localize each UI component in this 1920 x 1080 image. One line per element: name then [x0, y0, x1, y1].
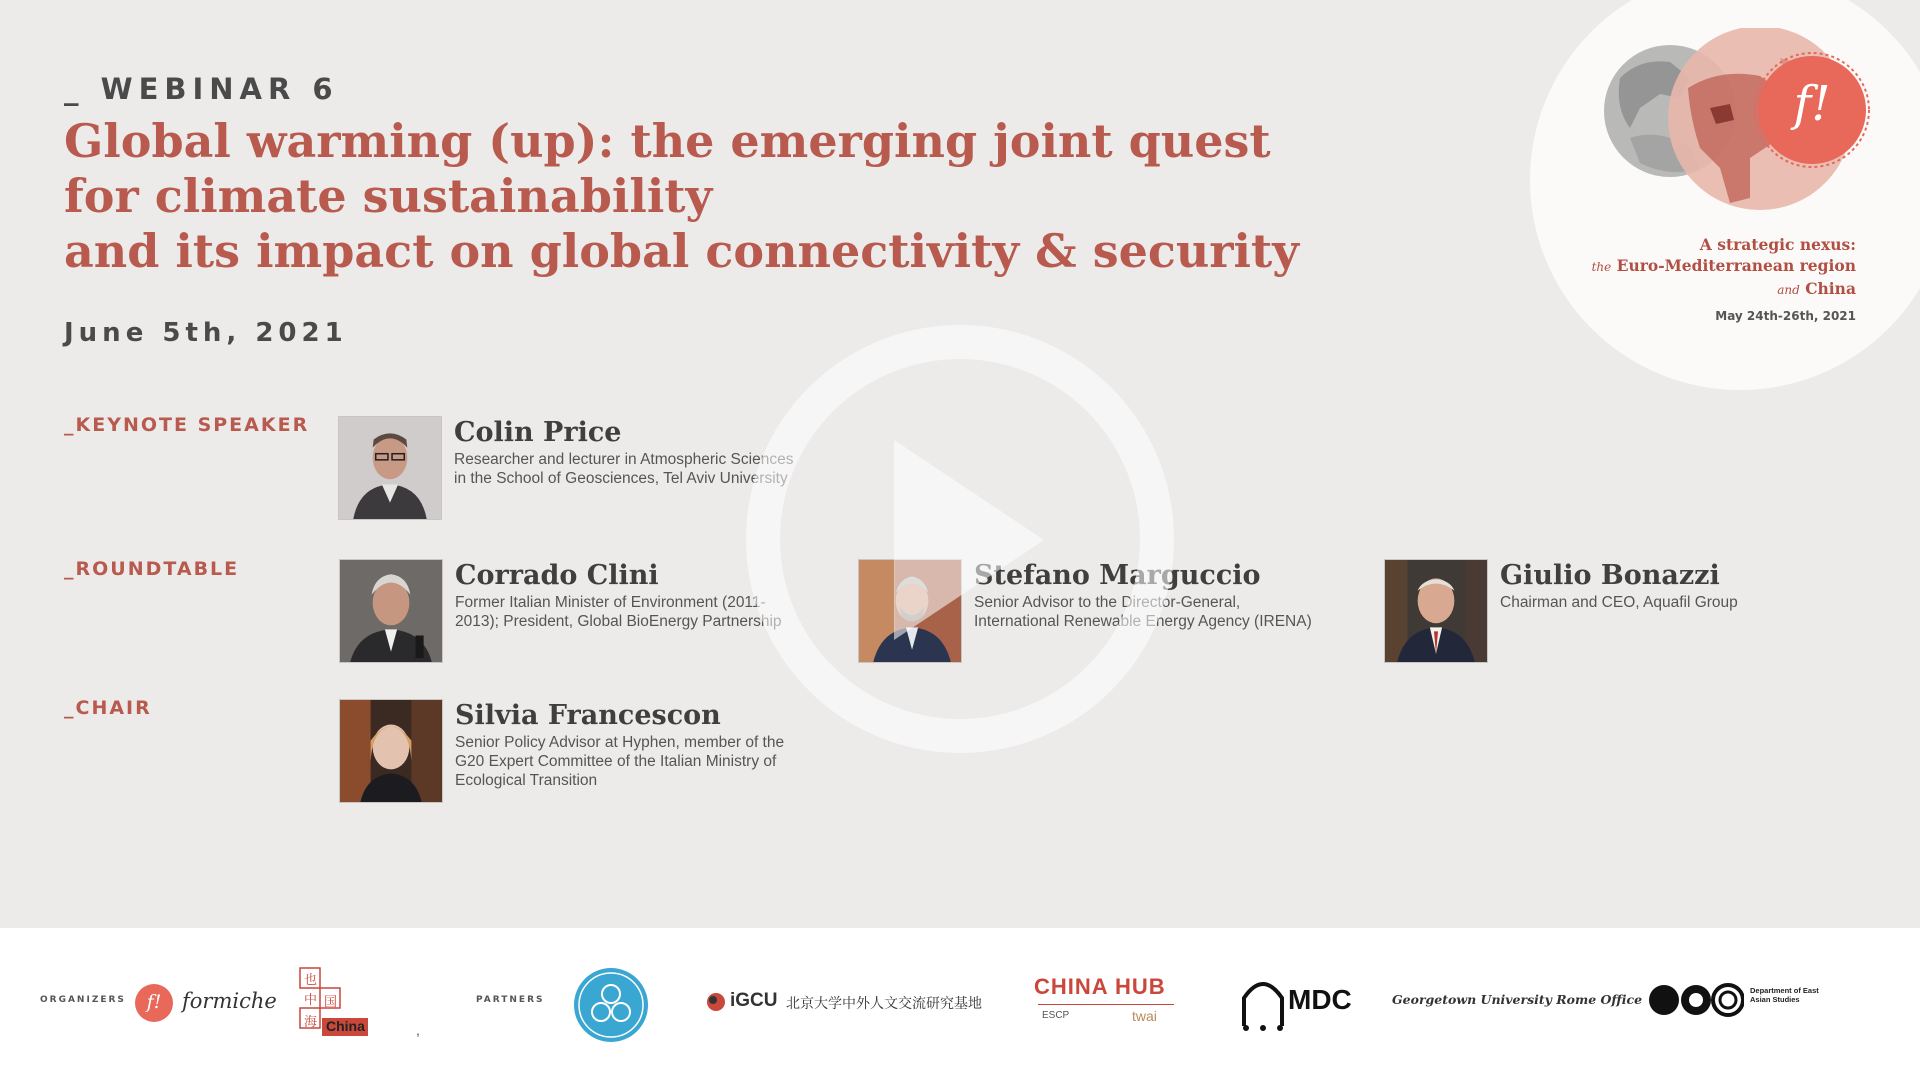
formiche-wordmark: formiche — [182, 989, 277, 1013]
title-line-1: Global warming (up): the emerging joint quest — [64, 114, 1271, 168]
tagline-small-and: and — [1777, 283, 1800, 297]
chinahub-logo — [1034, 974, 1179, 1034]
igcu-text: iGCU — [730, 990, 778, 1011]
speaker-name: Silvia Francescon — [455, 700, 721, 731]
organizers-label: ORGANIZERS — [40, 995, 126, 1005]
china-char-4: 海 — [304, 1014, 318, 1029]
section-chair-label: _CHAIR — [64, 697, 152, 719]
speaker-photo — [339, 559, 443, 663]
webinar-number: _ WEBINAR 6 — [64, 72, 339, 106]
triskele-partner-logo — [572, 966, 650, 1044]
tau-dept-text: Department of East Asian Studies — [1750, 986, 1819, 1004]
speaker-photo — [858, 559, 962, 663]
china-char-2: 中 — [304, 992, 318, 1007]
igcu-logo — [706, 988, 996, 1018]
igcu-chinese-text: 北京大学中外人文交流研究基地 — [786, 995, 982, 1011]
portrait-image — [340, 560, 442, 662]
speaker-role: Former Italian Minister of Environment (2011-2013); President, Global BioEnergy Partnership — [455, 594, 782, 630]
tagline-line-2: Euro-Mediterranean region — [1616, 256, 1856, 275]
event-dates: May 24th-26th, 2021 — [1715, 309, 1856, 323]
partners-label: PARTNERS — [476, 995, 545, 1005]
china-box-text: China — [326, 1018, 365, 1034]
twai-text: twai — [1132, 1008, 1157, 1024]
speaker-name: Giulio Bonazzi — [1500, 560, 1720, 591]
speaker-photo — [339, 699, 443, 803]
tagline-line-1: A strategic nexus: — [1699, 235, 1856, 254]
speaker-role: Researcher and lecturer in Atmospheric Sciences in the School of Geosciences, Tel Aviv University — [454, 451, 794, 487]
formiche-small-logo — [134, 983, 174, 1023]
formiche-logo-text: f! — [1793, 76, 1831, 132]
georgetown-logo: Georgetown University Rome Office — [1392, 992, 1643, 1007]
mdc-logo — [1238, 970, 1352, 1032]
escp-text: ESCP — [1042, 1010, 1070, 1021]
play-button[interactable] — [746, 325, 1174, 753]
china-med-logo — [298, 966, 370, 1040]
webinar-date: June 5th, 2021 — [64, 318, 348, 348]
footer-logos — [0, 928, 1920, 1080]
section-keynote-label: _KEYNOTE SPEAKER — [64, 414, 310, 436]
china-char-1: 也 — [304, 972, 318, 987]
formiche-logo — [1754, 52, 1870, 168]
speaker-photo — [338, 416, 442, 520]
portrait-image — [339, 417, 441, 519]
title-line-2: for climate sustainability — [64, 169, 713, 223]
formiche-mark: f! — [146, 991, 162, 1013]
speaker-role: Chairman and CEO, Aquafil Group — [1500, 594, 1738, 611]
title-line-3: and its impact on global connectivity & security — [64, 224, 1299, 278]
chinahub-text: CHINA HUB — [1034, 974, 1166, 999]
tagline-line-3: China — [1805, 279, 1856, 298]
section-roundtable-label: _ROUNDTABLE — [64, 558, 240, 580]
mdc-text: MDC — [1288, 984, 1352, 1015]
speaker-name: Colin Price — [454, 417, 622, 448]
event-tagline — [1592, 234, 1856, 301]
speaker-name: Stefano Marguccio — [974, 560, 1261, 591]
portrait-image — [859, 560, 961, 662]
separator-comma: , — [416, 1022, 420, 1038]
china-char-3: 国 — [324, 994, 338, 1009]
igcu-mark-icon — [706, 992, 726, 1012]
portrait-image — [1385, 560, 1487, 662]
tel-aviv-logo — [1648, 982, 1828, 1022]
portrait-image — [340, 700, 442, 802]
speaker-name: Corrado Clini — [455, 560, 659, 591]
tau-circles-icon — [1648, 982, 1744, 1022]
webinar-title — [64, 114, 1344, 279]
speaker-role: Senior Advisor to the Director-General, International Renewable Energy Agency (IRENA) — [974, 594, 1312, 630]
tagline-small-the: the — [1591, 260, 1612, 274]
speaker-role: Senior Policy Advisor at Hyphen, member of the G20 Expert Committee of the Italian Ministry of Ecological Transition — [455, 734, 785, 789]
speaker-photo — [1384, 559, 1488, 663]
mdc-mosque-icon — [1238, 970, 1288, 1032]
